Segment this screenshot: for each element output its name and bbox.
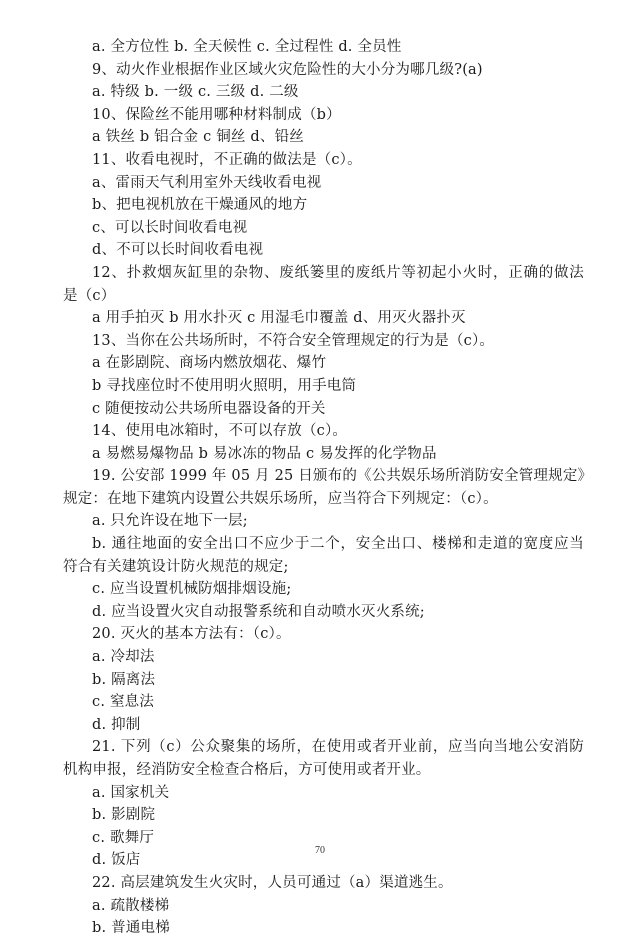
text-line: a. 只允许设在地下一层; xyxy=(92,513,248,530)
text-line: a 铁丝 b 铝合金 c 铜丝 d、铅丝 xyxy=(92,129,304,146)
text-line: 符合有关建筑设计防火规范的规定; xyxy=(63,558,289,575)
text-line: b. 影剧院 xyxy=(92,807,156,824)
text-line: a 用手拍灭 b 用水扑灭 c 用湿毛巾覆盖 d、用灭火器扑灭 xyxy=(92,310,466,327)
text-line: b. 通往地面的安全出口不应少于二个，安全出口、楼梯和走道的宽度应当 xyxy=(92,536,584,553)
text-line: a. 国家机关 xyxy=(92,784,170,801)
document-page xyxy=(0,36,640,940)
text-line: c. 应当设置机械防烟排烟设施; xyxy=(92,581,292,598)
text-line: d、不可以长时间收看电视 xyxy=(92,242,264,259)
text-line: c 随便按动公共场所电器设备的开关 xyxy=(92,400,326,417)
text-line: 是（c） xyxy=(63,287,116,304)
text-line: 规定：在地下建筑内设置公共娱乐场所，应当符合下列规定：（c）。 xyxy=(63,490,498,507)
text-line: a. 疏散楼梯 xyxy=(92,897,170,914)
text-line: 机构申报，经消防安全检查合格后，方可使用或者开业。 xyxy=(63,762,431,778)
text-line: b 寻找座位时不使用明火照明，用手电筒 xyxy=(92,377,357,394)
question-19: 19. 公安部 1999 年 05 月 25 日颁布的《公共娱乐场所消防安全管理规定》 xyxy=(92,468,593,485)
text-line: a 在影剧院、商场内燃放烟花、爆竹 xyxy=(92,355,327,372)
question-21: 21. 下列（c）公众聚集的场所，在使用或者开业前，应当向当地公安消防 xyxy=(92,739,584,756)
text-line: c. 窒息法 xyxy=(92,694,155,711)
text-line: d. 饭店 xyxy=(92,852,141,869)
text-line: c. 歌舞厅 xyxy=(92,829,155,846)
text-line: a 易燃易爆物品 b 易冰冻的物品 c 易发挥的化学物品 xyxy=(92,445,437,462)
text-line: a、雷雨天气利用室外天线收看电视 xyxy=(92,174,322,191)
text-line: a. 全方位性 b. 全天候性 c. 全过程性 d. 全员性 xyxy=(92,39,402,55)
question-22: 22. 高层建筑发生火灾时，人员可通过（a）渠道逃生。 xyxy=(92,874,453,891)
question-9: 9、动火作业根据作业区域火灾危险性的大小分为哪几级?(a) xyxy=(92,61,483,78)
text-line: d. 抑制 xyxy=(92,716,141,733)
text-line: a. 特级 b. 一级 c. 三级 d. 二级 xyxy=(92,84,299,101)
text-line: d. 应当设置火灾自动报警系统和自动喷水灭火系统; xyxy=(92,603,425,620)
text-line: c、可以长时间收看电视 xyxy=(92,219,248,236)
page-number: 70 xyxy=(315,845,325,856)
question-14: 14、使用电冰箱时，不可以存放（c）。 xyxy=(92,423,348,440)
question-10: 10、保险丝不能用哪种材料制成（b） xyxy=(92,106,341,123)
text-line: b. 隔离法 xyxy=(92,671,156,688)
question-12: 12、扑救烟灰缸里的杂物、废纸篓里的废纸片等初起小火时，正确的做法 xyxy=(92,264,584,281)
question-13: 13、当你在公共场所时，不符合安全管理规定的行为是（c）。 xyxy=(92,332,495,349)
text-line: b、把电视机放在干燥通风的地方 xyxy=(92,197,308,214)
question-20: 20. 灭火的基本方法有：（c）。 xyxy=(92,626,291,643)
text-line: b. 普通电梯 xyxy=(92,920,170,937)
text-line: a. 冷却法 xyxy=(92,649,155,666)
question-11: 11、收看电视时，不正确的做法是（c）。 xyxy=(92,151,362,168)
